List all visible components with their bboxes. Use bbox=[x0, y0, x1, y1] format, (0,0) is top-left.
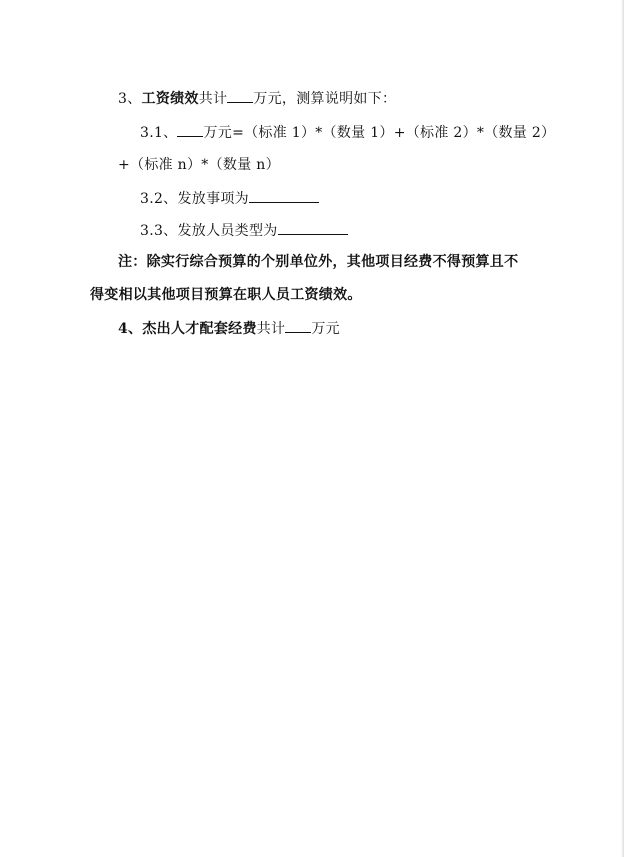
note-line-1: 注：除实行综合预算的个别单位外，其他项目经费不得预算且不 bbox=[118, 254, 519, 270]
item-3-1-amount-blank[interactable] bbox=[177, 122, 203, 137]
item-3-1-number: 3.1、 bbox=[140, 125, 178, 141]
item-3-line bbox=[118, 88, 396, 109]
item-3-3-blank[interactable] bbox=[278, 220, 348, 235]
item-3-number: 3、 bbox=[118, 91, 142, 107]
item-3-title: 工资绩效 bbox=[141, 91, 199, 107]
item-4-amount-blank[interactable] bbox=[285, 318, 311, 333]
item-3-1-formula: 万元=（标准 1）*（数量 1）+（标准 2）*（数量 2） bbox=[203, 125, 556, 141]
item-4-number: 4、 bbox=[118, 321, 143, 337]
item-3-prefix: 共计 bbox=[198, 91, 228, 107]
item-3-suffix: 万元，测算说明如下： bbox=[253, 91, 397, 107]
item-3-amount-blank[interactable] bbox=[227, 88, 253, 103]
item-3-1-formula-continued bbox=[118, 155, 280, 175]
item-3-2-line bbox=[140, 188, 319, 209]
item-4-title: 杰出人才配套经费 bbox=[142, 321, 257, 337]
item-3-3-line bbox=[140, 220, 348, 241]
item-3-3-text: 3.3、发放人员类型为 bbox=[140, 223, 278, 239]
note-line-2: 得变相以其他项目预算在职人员工资绩效。 bbox=[90, 287, 362, 303]
item-4-line bbox=[118, 318, 340, 339]
item-4-suffix: 万元 bbox=[311, 321, 340, 337]
item-3-2-text: 3.2、发放事项为 bbox=[140, 191, 249, 207]
item-4-prefix: 共计 bbox=[256, 321, 286, 337]
item-3-1-line bbox=[140, 122, 555, 143]
item-3-1-formula-tail: +（标准 n）*（数量 n） bbox=[118, 157, 280, 173]
item-3-2-blank[interactable] bbox=[249, 188, 319, 203]
